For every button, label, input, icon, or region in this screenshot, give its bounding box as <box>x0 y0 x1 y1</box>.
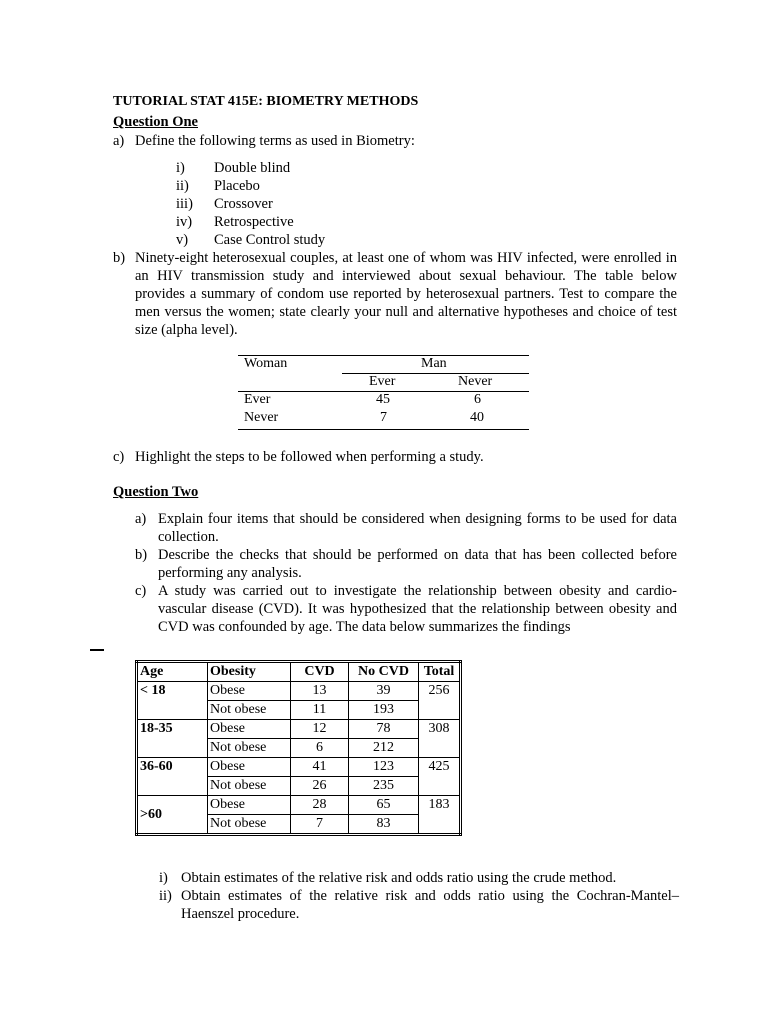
total-cell: 256 <box>419 682 461 720</box>
table-row <box>137 682 461 701</box>
cvd-cell: 28 <box>291 796 349 815</box>
subpart-text: Obtain estimates of the relative risk and odds ratio using the Cochran-Mantel–Haenszel procedure. <box>181 888 679 922</box>
q2-part-a <box>135 510 677 546</box>
tutorial-title: TUTORIAL STAT 415E: BIOMETRY METHODS <box>113 94 419 109</box>
subpart-num: ii) <box>159 888 172 904</box>
term-num: iv) <box>176 214 193 230</box>
q1-a-text: Define the following terms as used in Biometry: <box>135 133 415 149</box>
q1-part-a <box>113 132 683 150</box>
total-cell: 308 <box>419 720 461 758</box>
obesity-cell: Not obese <box>208 701 291 720</box>
row-label: Never <box>244 410 279 425</box>
term-num: ii) <box>176 178 189 194</box>
term-item <box>176 177 260 195</box>
term-text: Case Control study <box>214 232 326 248</box>
term-item <box>176 195 273 213</box>
table-row <box>238 409 529 427</box>
header-age: Age <box>137 662 208 682</box>
age-group: < 18 <box>137 682 208 720</box>
term-num: i) <box>176 160 185 176</box>
term-text: Crossover <box>214 196 273 212</box>
no-cvd-cell: 65 <box>349 796 419 815</box>
obesity-cell: Not obese <box>208 815 291 835</box>
table-row <box>137 720 461 739</box>
no-cvd-cell: 39 <box>349 682 419 701</box>
cvd-cell: 26 <box>291 777 349 796</box>
table-row <box>137 758 461 777</box>
cvd-cell: 7 <box>291 815 349 835</box>
obesity-cell: Obese <box>208 758 291 777</box>
q1-b-text: Ninety-eight heterosexual couples, at least one of whom was HIV infected, were enrolled in an HIV transmission study and interviewed about sexual behaviour. The table below provides a summary of condom use reported by heterosexual partners. Test to compare the men versus the women; state clearly your null and alternative hypotheses and choice of test size (alpha level). <box>135 250 677 338</box>
table-header-row <box>238 355 529 373</box>
question-one-heading: Question One <box>113 114 198 130</box>
q2-subpart-ii <box>159 887 679 923</box>
term-item <box>176 159 290 177</box>
cell-value: 40 <box>470 410 484 425</box>
no-cvd-cell: 123 <box>349 758 419 777</box>
obesity-cell: Not obese <box>208 777 291 796</box>
cvd-cell: 6 <box>291 739 349 758</box>
q2-a-text: Explain four items that should be considered when designing forms to be used for data collection. <box>158 511 677 545</box>
total-cell: 183 <box>419 796 461 835</box>
table-header-row <box>137 662 461 682</box>
subpart-text: Obtain estimates of the relative risk and odds ratio using the crude method. <box>181 870 617 886</box>
col-ever: Ever <box>369 374 396 389</box>
q1-part-b <box>113 249 677 339</box>
q1-c-text: Highlight the steps to be followed when performing a study. <box>135 449 484 465</box>
table-row <box>238 391 529 409</box>
term-num: v) <box>176 232 189 248</box>
q2-a-label: a) <box>135 511 147 527</box>
no-cvd-cell: 83 <box>349 815 419 835</box>
cell-value: 45 <box>376 392 390 407</box>
cvd-cell: 13 <box>291 682 349 701</box>
row-header: Woman <box>244 356 288 371</box>
col-header: Man <box>421 356 447 371</box>
q2-part-b <box>135 546 677 582</box>
q1-part-c <box>113 448 683 466</box>
obesity-cell: Obese <box>208 720 291 739</box>
term-item <box>176 231 325 249</box>
header-obesity: Obesity <box>208 662 291 682</box>
q2-b-text: Describe the checks that should be performed on data that has been collected before performing any analysis. <box>158 547 677 581</box>
table-row <box>137 796 461 815</box>
row-label: Ever <box>244 392 271 407</box>
q2-b-label: b) <box>135 547 148 563</box>
cvd-cell: 12 <box>291 720 349 739</box>
q1-a-label: a) <box>113 133 125 149</box>
cell-value: 7 <box>380 410 387 425</box>
header-no-cvd: No CVD <box>349 662 419 682</box>
term-text: Retrospective <box>214 214 294 230</box>
obesity-cell: Obese <box>208 682 291 701</box>
question-two-heading: Question Two <box>113 484 199 500</box>
no-cvd-cell: 212 <box>349 739 419 758</box>
header-cvd: CVD <box>291 662 349 682</box>
term-num: iii) <box>176 196 193 212</box>
age-group: >60 <box>137 796 208 835</box>
cvd-cell: 11 <box>291 701 349 720</box>
q2-subpart-i <box>159 869 679 887</box>
q1-c-label: c) <box>113 449 125 465</box>
no-cvd-cell: 78 <box>349 720 419 739</box>
no-cvd-cell: 235 <box>349 777 419 796</box>
q2-c-text: A study was carried out to investigate the relationship between obesity and cardio-vascular disease (CVD). It was hypothesized that the relationship between obesity and CVD was confounded by age. The data below summarizes the findings <box>158 583 677 635</box>
q2-c-label: c) <box>135 583 147 599</box>
obesity-cell: Obese <box>208 796 291 815</box>
margin-dash <box>90 649 104 651</box>
q2-part-c <box>135 582 677 636</box>
col-never: Never <box>458 374 493 389</box>
age-group: 18-35 <box>137 720 208 758</box>
subpart-num: i) <box>159 870 168 886</box>
no-cvd-cell: 193 <box>349 701 419 720</box>
table-subheader-row <box>238 373 529 391</box>
age-group: 36-60 <box>137 758 208 796</box>
cell-value: 6 <box>474 392 481 407</box>
term-text: Double blind <box>214 160 291 176</box>
total-cell: 425 <box>419 758 461 796</box>
obesity-cell: Not obese <box>208 739 291 758</box>
cvd-cell: 41 <box>291 758 349 777</box>
term-text: Placebo <box>214 178 260 194</box>
condom-use-table <box>238 355 529 427</box>
header-total: Total <box>419 662 461 682</box>
obesity-cvd-table <box>135 660 462 836</box>
q1-b-label: b) <box>113 250 126 266</box>
term-item <box>176 213 294 231</box>
